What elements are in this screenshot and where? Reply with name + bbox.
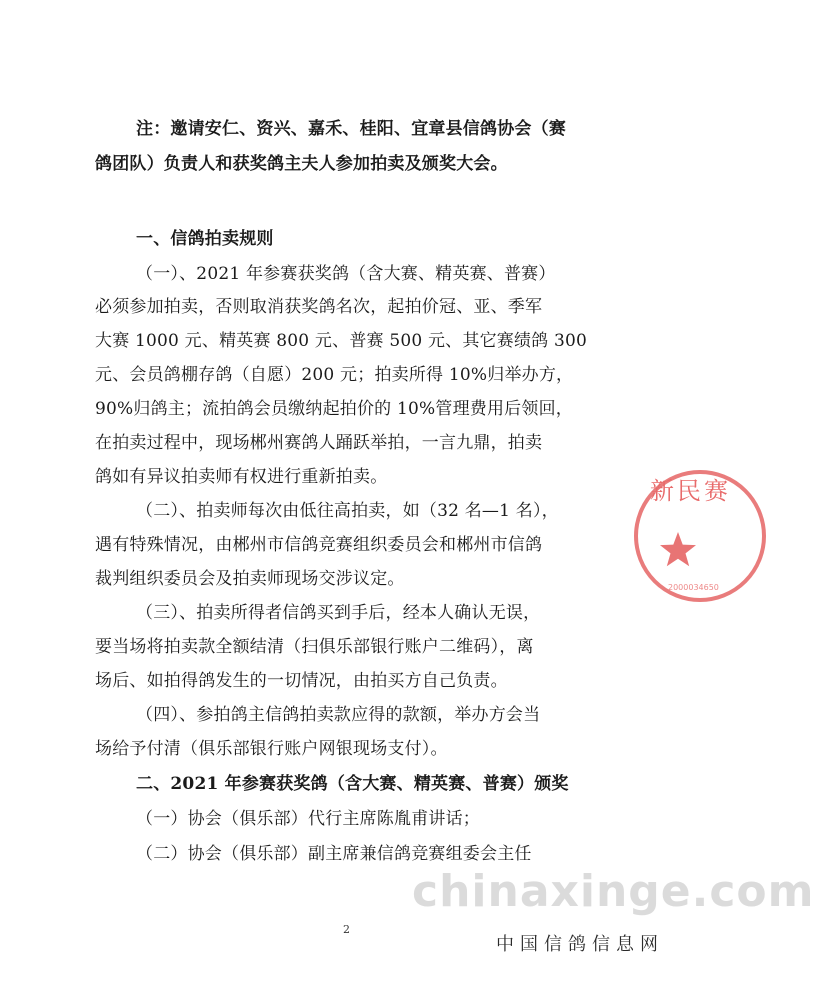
text-line: （二）、拍卖师每次由低往高拍卖，如（32 名—1 名）， [136,501,559,521]
text-line: 在拍卖过程中，现场郴州赛鸽人踊跃举拍，一言九鼎，拍卖 [95,433,543,453]
heading-line: 二、2021 年参赛获奖鸽（含大赛、精英赛、普赛）颁奖 [136,774,569,794]
text-line: （一）、2021 年参赛获奖鸽（含大赛、精英赛、普赛） [136,264,556,284]
text-line: 遇有特殊情况，由郴州市信鸽竞赛组织委员会和郴州市信鸽 [95,535,543,555]
heading-line: 一、信鸽拍卖规则 [136,229,274,249]
text-line: （二）协会（俱乐部）副主席兼信鸽竞赛组委会主任 [136,844,532,864]
seal-number: 2000034650 [668,583,719,592]
seal-star-icon [660,532,696,566]
heading-line: 注：邀请安仁、资兴、嘉禾、桂阳、宜章县信鸽协会（赛 [136,119,566,139]
seal-text: 新民赛 [650,477,731,505]
text-line: （一）协会（俱乐部）代行主席陈胤甫讲话； [136,809,480,829]
text-line: 必须参加拍卖，否则取消获奖鸽名次，起拍价冠、亚、季军 [95,297,543,317]
text-line: （四）、参拍鸽主信鸽拍卖款应得的款额，举办方会当 [136,705,541,725]
text-line: 元、会员鸽棚存鸽（自愿）200 元；拍卖所得 10%归举办方， [95,365,574,385]
page-number: 2 [343,923,350,936]
text-line: 裁判组织委员会及拍卖师现场交涉议定。 [95,569,405,589]
watermark-site-name: 中国信鸽信息网 [496,934,664,955]
text-line: 90%归鸽主；流拍鸽会员缴纳起拍价的 10%管理费用后领回， [95,399,573,419]
text-line: （三）、拍卖所得者信鸽买到手后，经本人确认无误， [136,603,541,623]
watermark-url: chinaxinge.com [412,866,815,917]
text-line: 场后、如拍得鸽发生的一切情况，由拍买方自己负责。 [95,671,508,691]
heading-line: 鸽团队）负责人和获奖鸽主夫人参加拍卖及颁奖大会。 [95,154,508,174]
text-line: 鸽如有异议拍卖师有权进行重新拍卖。 [95,467,388,487]
text-line: 要当场将拍卖款全额结清（扫俱乐部银行账户二维码），离 [95,637,534,657]
text-line: 大赛 1000 元、精英赛 800 元、普赛 500 元、其它赛绩鸽 300 [95,331,588,351]
text-line: 场给予付清（俱乐部银行账户网银现场支付）。 [95,739,448,759]
